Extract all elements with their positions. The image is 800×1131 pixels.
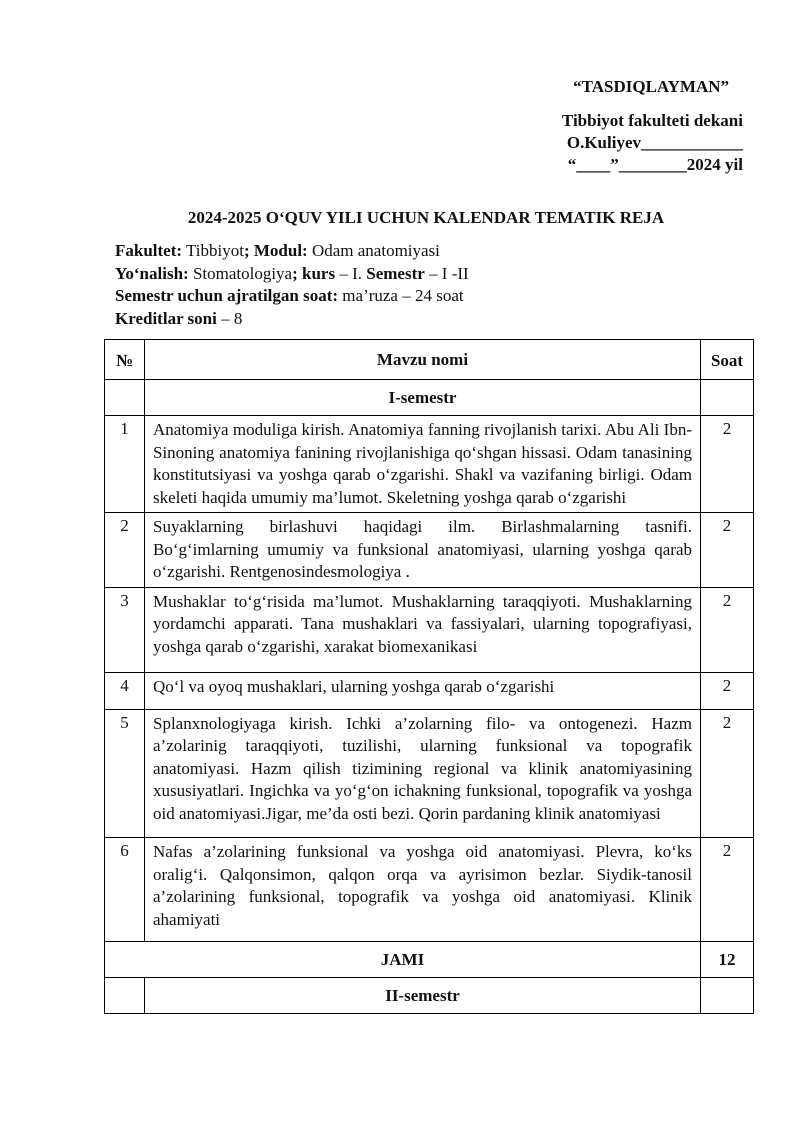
faculty-value: Tibbiyot (182, 241, 244, 260)
course-label: ; kurs (292, 263, 336, 283)
schedule-table (104, 339, 754, 1014)
module-value: Odam anatomiyasi (307, 241, 440, 260)
row-hours: 2 (701, 416, 754, 513)
table-header-row (105, 340, 754, 380)
table-row (105, 416, 754, 513)
header-number: № (105, 340, 145, 380)
row-topic: Qo‘l va oyoq mushaklari, ularning yoshga qarab o‘zgarishi (145, 673, 701, 710)
credits-value: – 8 (216, 308, 243, 328)
total-row (105, 942, 754, 978)
total-label: JAMI (105, 942, 701, 978)
empty-cell (105, 380, 145, 416)
semester1-row (105, 380, 754, 416)
row-number: 2 (105, 513, 145, 588)
approval-date-line: “____”________2024 yil (567, 155, 743, 174)
empty-cell (105, 978, 145, 1014)
row-hours: 2 (701, 838, 754, 942)
total-hours: 12 (701, 942, 754, 978)
hours-value: ma’ruza – 24 soat (338, 286, 464, 305)
info-line-faculty (115, 240, 469, 263)
row-number: 3 (105, 587, 145, 673)
table-row (105, 838, 754, 942)
row-number: 4 (105, 673, 145, 710)
row-topic: Splanxnologiyaga kirish. Ichki a’zolarning filo- va ontogenezi. Hazm a’zolarinig taraqqiyoti, tuzilishi, ularning funksional va topografik anatomiyasi. Hazm qilish tizimining regional va klinik anatomiyasining xususiyatlari. Ingichka va yo‘g‘on ichakning funksional, topografik va yoshga oid anatomiyasi.Jigar, me’da osti bezi. Qorin pardaning klinik anatomiyasi (145, 709, 701, 838)
hours-label: Semestr uchun ajratilgan soat: (115, 286, 339, 305)
info-line-credits (115, 308, 469, 331)
info-line-hours (115, 285, 469, 308)
faculty-label: Fakultet: (115, 241, 183, 260)
row-hours: 2 (701, 673, 754, 710)
empty-cell (701, 380, 754, 416)
approval-block (562, 76, 743, 176)
row-number: 5 (105, 709, 145, 838)
table-row (105, 587, 754, 673)
row-number: 6 (105, 838, 145, 942)
approval-signature-line: O.Kuliyev____________ (566, 133, 743, 152)
header-topic: Mavzu nomi (145, 340, 701, 380)
semester-value: – I -II (424, 263, 469, 283)
row-topic: Anatomiya moduliga kirish. Anatomiya fanning rivojlanish tarixi. Abu Ali Ibn-Sinoning anatomiya fanining rivojlanishiga qo‘shgan hissasi. Odam tanasining konstitutsiyasi va yoshga qarab o‘zgarishi. Shakl va vazifaning birligi. Odam skeleti haqida umumiy ma’lumot. Skeletning yoshga qarab o‘zgarishi (145, 416, 701, 513)
document-title: 2024-2025 O‘QUV YILI UCHUN KALENDAR TEMATIK REJA (187, 208, 665, 227)
row-number: 1 (105, 416, 145, 513)
header-hours: Soat (701, 340, 754, 380)
credits-label: Kreditlar soni (115, 308, 217, 328)
semester-label: Semestr (366, 263, 425, 283)
row-hours: 2 (701, 513, 754, 588)
semester1-title: I-semestr (145, 380, 701, 416)
semester2-title: II-semestr (145, 978, 701, 1014)
course-value: – I. (335, 263, 367, 283)
table-row (105, 673, 754, 710)
table-row (105, 513, 754, 588)
row-topic: Suyaklarning birlashuvi haqidagi ilm. Birlashmalarning tasnifi. Bo‘g‘imlarning umumiy va funksional anatomiyasi, ularning yoshga qarab o‘zgarishi. Rentgenosindesmologiya . (145, 513, 701, 588)
row-hours: 2 (701, 587, 754, 673)
approval-position: Tibbiyot fakulteti dekani (561, 111, 743, 130)
module-label: ; Modul: (243, 241, 308, 260)
direction-value: Stomatologiya (188, 263, 293, 283)
empty-cell (701, 978, 754, 1014)
semester2-row (105, 978, 754, 1014)
direction-label: Yo‘nalish: (115, 263, 189, 283)
info-line-direction (115, 263, 469, 286)
row-topic: Mushaklar to‘g‘risida ma’lumot. Mushaklarning taraqqiyoti. Mushaklarning yordamchi apparati. Tana mushaklari va fassiyalari, ularning topografiyasi, yoshga qarab o‘zgarishi, xarakat biomexanikasi (145, 587, 701, 673)
row-topic: Nafas a’zolarining funksional va yoshga oid anatomiyasi. Plevra, ko‘ks oralig‘i. Qalqonsimon, qalqon orqa va ayrisimon bezlar. Siydik-tanosil a’zolarining funksional, topografik va yoshga oid anatomiyasi. Klinik ahamiyati (145, 838, 701, 942)
table-row (105, 709, 754, 838)
course-info (115, 240, 469, 330)
row-hours: 2 (701, 709, 754, 838)
approval-heading: “TASDIQLAYMAN” (573, 77, 729, 96)
